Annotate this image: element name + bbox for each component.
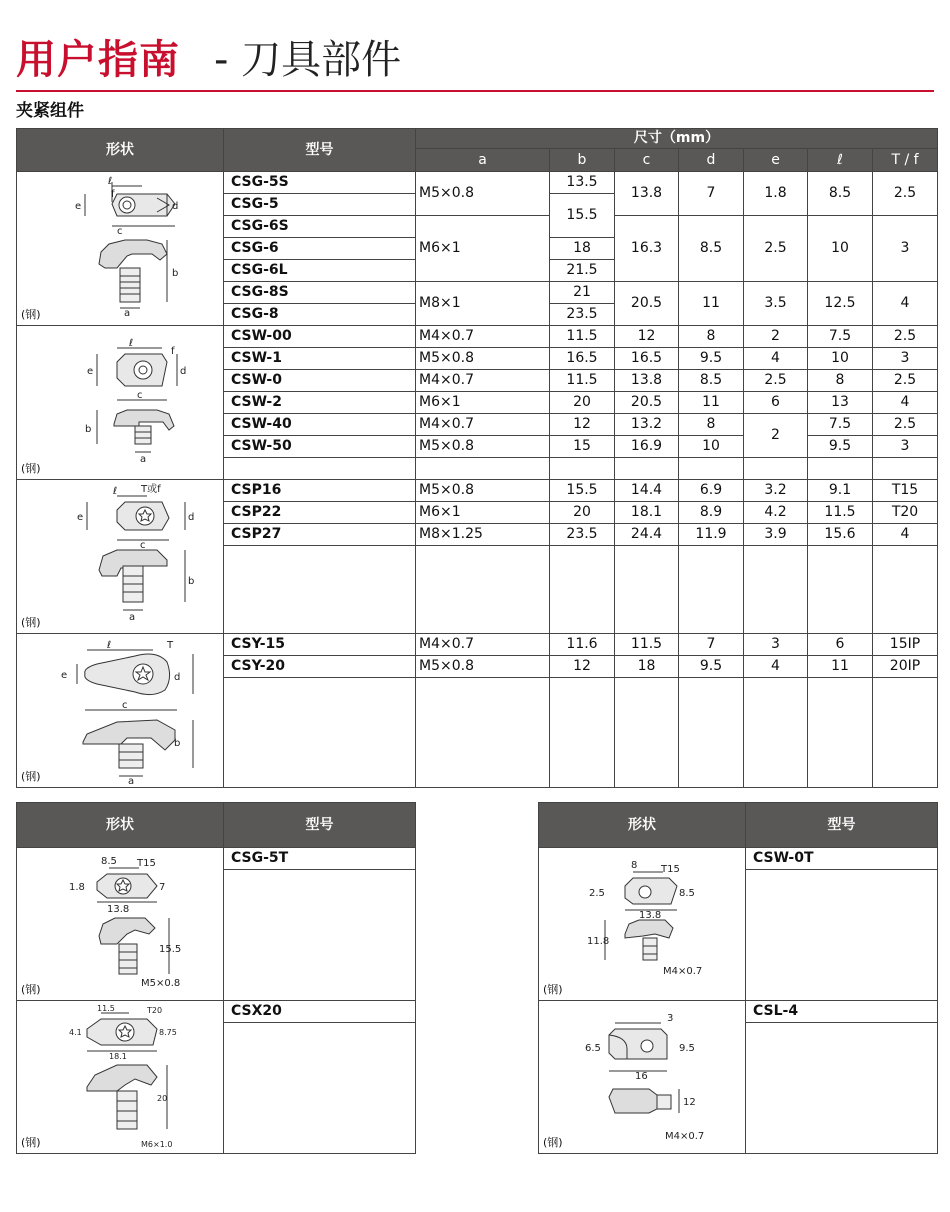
dim-t-cell: 2.5 [873, 326, 938, 348]
steel-label: (钢) [543, 983, 563, 996]
header-dim-b: b [550, 149, 615, 172]
dim-l-cell: 9.5 [808, 436, 873, 458]
empty-cell [416, 458, 550, 480]
dim-e-cell: 3.9 [744, 524, 808, 546]
csg-drawing [17, 172, 224, 325]
csw-label-e: e [87, 366, 94, 377]
dim-l-cell: 12.5 [808, 282, 873, 326]
dim-d-cell: 11.9 [679, 524, 744, 546]
dim-e-cell: 3.5 [744, 282, 808, 326]
dim-label: 16 [635, 1071, 648, 1082]
dim-b-cell: 13.5 [550, 172, 615, 194]
header-model: 型号 [224, 803, 416, 848]
steel-label: (钢) [21, 308, 41, 321]
dim-d-cell: 6.9 [679, 480, 744, 502]
dim-d-cell: 11 [679, 282, 744, 326]
dim-t-cell: 3 [873, 348, 938, 370]
dim-l-cell: 11.5 [808, 502, 873, 524]
dim-l-cell: 7.5 [808, 414, 873, 436]
dim-t-cell: 2.5 [873, 370, 938, 392]
dim-d-cell: 8.5 [679, 216, 744, 282]
dim-c-cell: 12 [615, 326, 679, 348]
csw-label-c: c [137, 390, 143, 401]
model-cell: CSW-50 [224, 436, 416, 458]
dim-c-cell: 16.5 [615, 348, 679, 370]
model-cell: CSG-8 [224, 304, 416, 326]
csg-label-c: c [117, 226, 123, 237]
dim-l-cell: 15.6 [808, 524, 873, 546]
model-cell: CSY-15 [224, 634, 416, 656]
empty-cell [615, 458, 679, 480]
dim-l-cell: 13 [808, 392, 873, 414]
empty-cell [550, 678, 615, 788]
shape-cell-csl-4 [539, 1001, 746, 1154]
dim-a-cell: M6×1 [416, 392, 550, 414]
model-cell: CSG-6L [224, 260, 416, 282]
dim-c-cell: 16.9 [615, 436, 679, 458]
dim-a-cell: M5×0.8 [416, 348, 550, 370]
dim-c-cell: 14.4 [615, 480, 679, 502]
model-cell: CSG-5 [224, 194, 416, 216]
empty-cell [873, 458, 938, 480]
clamp-spec-table [16, 128, 938, 788]
dim-a-cell: M4×0.7 [416, 370, 550, 392]
dim-d-cell: 9.5 [679, 348, 744, 370]
shape-cell-csw [17, 326, 224, 480]
model-cell: CSY-20 [224, 656, 416, 678]
dim-b-cell: 16.5 [550, 348, 615, 370]
csy-label-a: a [128, 776, 135, 787]
dim-a-cell: M4×0.7 [416, 634, 550, 656]
header-shape: 形状 [17, 803, 224, 848]
dim-t-cell: 20IP [873, 656, 938, 678]
dim-b-cell: 15 [550, 436, 615, 458]
dim-label: 18.1 [109, 1052, 127, 1061]
header-dim-l: ℓ [808, 149, 873, 172]
page-title: 用户指南 [16, 37, 180, 83]
dim-b-cell: 21.5 [550, 260, 615, 282]
dim-a-cell: M5×0.8 [416, 656, 550, 678]
csy-label-e: e [61, 670, 68, 681]
empty-cell [679, 458, 744, 480]
dim-a-cell: M4×0.7 [416, 326, 550, 348]
empty-cell [746, 870, 938, 1001]
dim-e-cell: 2 [744, 414, 808, 458]
small-table-left [16, 802, 416, 1154]
dim-e-cell: 3.2 [744, 480, 808, 502]
csg-label-d: d [172, 201, 179, 212]
dim-label: 8 [631, 860, 638, 871]
csg-label-b: b [172, 268, 179, 279]
dim-label: M4×0.7 [665, 1131, 705, 1142]
empty-cell [744, 546, 808, 634]
dim-b-cell: 12 [550, 656, 615, 678]
model-cell: CSG-6 [224, 238, 416, 260]
dim-b-cell: 18 [550, 238, 615, 260]
dim-t-cell: 4 [873, 524, 938, 546]
dim-e-cell: 4 [744, 656, 808, 678]
dim-a-cell: M8×1.25 [416, 524, 550, 546]
model-cell: CSP16 [224, 480, 416, 502]
empty-cell [744, 678, 808, 788]
csw-label-b: b [85, 424, 92, 435]
dim-t-cell: 3 [873, 436, 938, 458]
dim-b-cell: 23.5 [550, 524, 615, 546]
csp-label-tf: T或f [141, 484, 161, 495]
dim-l-cell: 10 [808, 216, 873, 282]
dim-b-cell: 11.5 [550, 326, 615, 348]
dim-label: M6×1.0 [141, 1140, 173, 1149]
empty-cell [808, 678, 873, 788]
empty-cell [746, 1023, 938, 1154]
page-subtitle: - 刀具部件 [214, 37, 402, 83]
empty-cell [615, 546, 679, 634]
dim-l-cell: 7.5 [808, 326, 873, 348]
empty-cell [416, 546, 550, 634]
dim-label: 11.8 [587, 936, 610, 947]
model-cell: CSW-40 [224, 414, 416, 436]
dim-e-cell: 2.5 [744, 370, 808, 392]
dim-label: 4.1 [69, 1028, 82, 1037]
small-table-right [538, 802, 938, 1154]
csy-label-b: b [174, 738, 181, 749]
steel-label: (钢) [21, 770, 41, 783]
dim-label: 12 [683, 1097, 696, 1108]
header-dim-d: d [679, 149, 744, 172]
csp-label-c: c [140, 540, 146, 551]
dim-label: 1.8 [69, 882, 85, 893]
model-cell: CSW-2 [224, 392, 416, 414]
header-dim-e: e [744, 149, 808, 172]
csg-5t-drawing [17, 848, 224, 1000]
csl-4-drawing [539, 1001, 746, 1153]
shape-cell-csp [17, 480, 224, 634]
dim-l-cell: 9.1 [808, 480, 873, 502]
dim-l-cell: 11 [808, 656, 873, 678]
shape-cell-csx20 [17, 1001, 224, 1154]
dim-b-cell: 20 [550, 502, 615, 524]
header-shape: 形状 [539, 803, 746, 848]
csy-drawing [17, 634, 224, 787]
steel-label: (钢) [21, 983, 41, 996]
dim-c-cell: 20.5 [615, 392, 679, 414]
dim-e-cell: 2 [744, 326, 808, 348]
dim-label: 11.5 [97, 1004, 115, 1013]
dim-t-cell: T15 [873, 480, 938, 502]
title-underline [16, 90, 934, 92]
dim-c-cell: 18.1 [615, 502, 679, 524]
csw-label-d: d [180, 366, 187, 377]
empty-cell [224, 870, 416, 1001]
model-cell: CSG-6S [224, 216, 416, 238]
dim-e-cell: 6 [744, 392, 808, 414]
csw-label-a: a [140, 454, 147, 465]
empty-cell [873, 678, 938, 788]
csy-label-c: c [122, 700, 128, 711]
csp-label-e: e [77, 512, 84, 523]
section-title: 夹紧组件 [16, 101, 84, 121]
csw-label-f: f [171, 346, 175, 357]
dim-t-cell: T20 [873, 502, 938, 524]
dim-d-cell: 8.5 [679, 370, 744, 392]
dim-label: M4×0.7 [663, 966, 703, 977]
page-header [16, 30, 934, 92]
empty-cell [615, 678, 679, 788]
dim-a-cell: M5×0.8 [416, 172, 550, 216]
model-cell: CSG-5S [224, 172, 416, 194]
dim-b-cell: 23.5 [550, 304, 615, 326]
model-cell: CSX20 [224, 1001, 416, 1023]
empty-cell [808, 546, 873, 634]
dim-c-cell: 13.2 [615, 414, 679, 436]
dim-label: 3 [667, 1013, 674, 1024]
dim-label: 6.5 [585, 1043, 601, 1054]
dim-t-cell: 15IP [873, 634, 938, 656]
dim-c-cell: 13.8 [615, 172, 679, 216]
model-cell: CSW-0 [224, 370, 416, 392]
model-cell: CSW-0T [746, 848, 938, 870]
csy-label-t: T [167, 640, 174, 651]
dim-l-cell: 6 [808, 634, 873, 656]
dim-t-cell: 3 [873, 216, 938, 282]
dim-label: 13.8 [639, 910, 662, 921]
dim-label: 20 [157, 1094, 168, 1103]
dim-e-cell: 4 [744, 348, 808, 370]
dim-label: 9.5 [679, 1043, 695, 1054]
csg-label-l: ℓ [108, 176, 113, 187]
steel-label: (钢) [21, 616, 41, 629]
dim-c-cell: 24.4 [615, 524, 679, 546]
dim-t-cell: 2.5 [873, 172, 938, 216]
dim-label: 8.5 [679, 888, 695, 899]
dim-d-cell: 9.5 [679, 656, 744, 678]
dim-d-cell: 10 [679, 436, 744, 458]
dim-e-cell: 3 [744, 634, 808, 656]
empty-cell [873, 546, 938, 634]
dim-label: T15 [137, 858, 156, 869]
dim-d-cell: 7 [679, 634, 744, 656]
dim-label: T20 [147, 1006, 163, 1015]
dim-t-cell: 2.5 [873, 414, 938, 436]
empty-cell [224, 678, 416, 788]
csp-label-a: a [129, 612, 136, 623]
shape-cell-csw-0t [539, 848, 746, 1001]
dim-c-cell: 11.5 [615, 634, 679, 656]
empty-cell [679, 678, 744, 788]
dim-label: 15.5 [159, 944, 182, 955]
dim-a-cell: M6×1 [416, 216, 550, 282]
header-dimensions: 尺寸（mm） [416, 129, 938, 149]
header-dim-c: c [615, 149, 679, 172]
csp-label-d: d [188, 512, 195, 523]
dim-b-cell: 12 [550, 414, 615, 436]
dim-b-cell: 20 [550, 392, 615, 414]
dim-a-cell: M5×0.8 [416, 436, 550, 458]
dim-e-cell: 1.8 [744, 172, 808, 216]
csx20-drawing [17, 1001, 224, 1153]
dim-d-cell: 8.9 [679, 502, 744, 524]
dim-l-cell: 10 [808, 348, 873, 370]
empty-cell [808, 458, 873, 480]
dim-e-cell: 4.2 [744, 502, 808, 524]
empty-cell [550, 458, 615, 480]
header-shape: 形状 [17, 129, 224, 172]
dim-d-cell: 7 [679, 172, 744, 216]
csy-label-l: ℓ [107, 640, 112, 651]
csw-drawing [17, 326, 224, 479]
csp-drawing [17, 480, 224, 633]
model-cell: CSG-5T [224, 848, 416, 870]
csg-label-a: a [124, 308, 131, 319]
model-cell: CSW-00 [224, 326, 416, 348]
dim-b-cell: 11.5 [550, 370, 615, 392]
dim-b-cell: 11.6 [550, 634, 615, 656]
dim-label: 8.75 [159, 1028, 177, 1037]
model-cell: CSW-1 [224, 348, 416, 370]
dim-l-cell: 8 [808, 370, 873, 392]
csg-label-f: f [111, 189, 115, 200]
dim-d-cell: 8 [679, 414, 744, 436]
shape-cell-csy [17, 634, 224, 788]
shape-cell-csg-5t [17, 848, 224, 1001]
model-cell: CSP22 [224, 502, 416, 524]
dim-label: 8.5 [101, 856, 117, 867]
dim-a-cell: M8×1 [416, 282, 550, 326]
csw-label-l: ℓ [129, 338, 134, 349]
dim-c-cell: 13.8 [615, 370, 679, 392]
csy-label-d: d [174, 672, 181, 683]
csp-label-b: b [188, 576, 195, 587]
dim-t-cell: 4 [873, 392, 938, 414]
csw-0t-drawing [539, 848, 746, 1000]
dim-t-cell: 4 [873, 282, 938, 326]
model-cell: CSG-8S [224, 282, 416, 304]
csg-label-e: e [75, 201, 82, 212]
header-model: 型号 [746, 803, 938, 848]
dim-a-cell: M5×0.8 [416, 480, 550, 502]
dim-label: T15 [661, 864, 680, 875]
dim-e-cell: 2.5 [744, 216, 808, 282]
header-dim-a: a [416, 149, 550, 172]
dim-c-cell: 18 [615, 656, 679, 678]
steel-label: (钢) [543, 1136, 563, 1149]
model-cell: CSP27 [224, 524, 416, 546]
dim-l-cell: 8.5 [808, 172, 873, 216]
csp-label-l: ℓ [113, 486, 118, 497]
dim-c-cell: 16.3 [615, 216, 679, 282]
header-model: 型号 [224, 129, 416, 172]
dim-a-cell: M6×1 [416, 502, 550, 524]
empty-cell [416, 678, 550, 788]
dim-b-cell: 15.5 [550, 194, 615, 238]
dim-label: M5×0.8 [141, 978, 181, 989]
steel-label: (钢) [21, 462, 41, 475]
header-dim-tf: T / f [873, 149, 938, 172]
dim-label: 2.5 [589, 888, 605, 899]
empty-cell [224, 1023, 416, 1154]
dim-a-cell: M4×0.7 [416, 414, 550, 436]
dim-d-cell: 8 [679, 326, 744, 348]
dim-label: 7 [159, 882, 166, 893]
empty-cell [550, 546, 615, 634]
empty-cell [744, 458, 808, 480]
dim-label: 13.8 [107, 904, 130, 915]
dim-b-cell: 15.5 [550, 480, 615, 502]
empty-cell [224, 546, 416, 634]
empty-cell [679, 546, 744, 634]
model-cell: CSL-4 [746, 1001, 938, 1023]
dim-c-cell: 20.5 [615, 282, 679, 326]
empty-cell [224, 458, 416, 480]
dim-b-cell: 21 [550, 282, 615, 304]
steel-label: (钢) [21, 1136, 41, 1149]
shape-cell-csg [17, 172, 224, 326]
dim-d-cell: 11 [679, 392, 744, 414]
